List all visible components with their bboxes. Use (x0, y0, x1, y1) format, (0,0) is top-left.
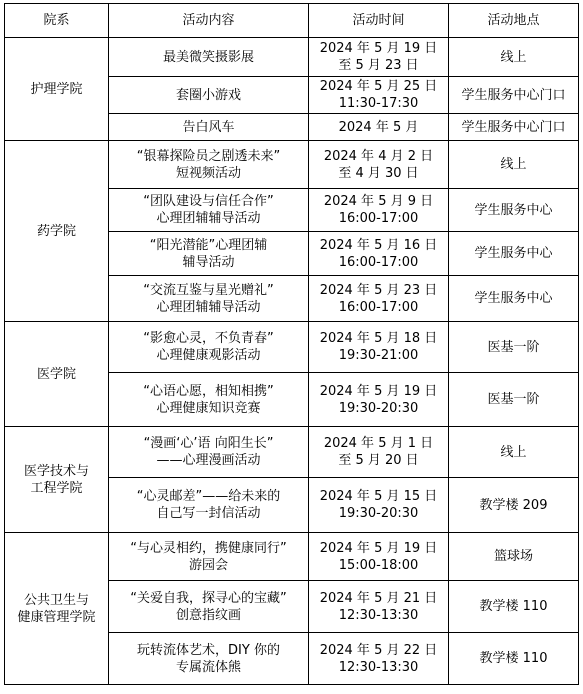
place-cell: 线上 (449, 141, 579, 189)
activity-schedule-table (4, 3, 579, 685)
table-row (5, 141, 579, 189)
place-cell: 教学楼 110 (449, 581, 579, 633)
place-cell: 线上 (449, 427, 579, 478)
activity-cell: “心语心愿，相知相携” 心理健康知识竞赛 (109, 373, 309, 427)
header-time: 活动时间 (309, 4, 449, 38)
college-cell: 护理学院 (5, 38, 109, 141)
activity-cell: 玩转流体艺术，DIY 你的 专属流体熊 (109, 633, 309, 685)
table-row (5, 322, 579, 373)
place-cell: 学生服务中心 (449, 232, 579, 276)
activity-cell: 告白风车 (109, 114, 309, 141)
activity-cell: “阳光潜能”心理团辅 辅导活动 (109, 232, 309, 276)
place-cell: 教学楼 209 (449, 478, 579, 533)
activity-cell: “交流互鉴与星光赠礼” 心理团辅辅导活动 (109, 276, 309, 322)
place-cell: 医基一阶 (449, 373, 579, 427)
activity-cell: “团队建设与信任合作” 心理团辅辅导活动 (109, 189, 309, 232)
header-place: 活动地点 (449, 4, 579, 38)
activity-cell: “影愈心灵，不负青春” 心理健康观影活动 (109, 322, 309, 373)
time-cell: 2024 年 5 月 19 日 15:00-18:00 (309, 533, 449, 581)
place-cell: 学生服务中心门口 (449, 77, 579, 114)
time-cell: 2024 年 5 月 16 日 16:00-17:00 (309, 232, 449, 276)
header-row (5, 4, 579, 38)
time-cell: 2024 年 5 月 1 日 至 5 月 20 日 (309, 427, 449, 478)
activity-cell: 最美微笑摄影展 (109, 38, 309, 77)
place-cell: 线上 (449, 38, 579, 77)
place-cell: 医基一阶 (449, 322, 579, 373)
college-cell: 医学院 (5, 322, 109, 427)
header-college: 院系 (5, 4, 109, 38)
college-cell: 公共卫生与 健康管理学院 (5, 533, 109, 685)
college-cell: 药学院 (5, 141, 109, 322)
time-cell: 2024 年 4 月 2 日 至 4 月 30 日 (309, 141, 449, 189)
time-cell: 2024 年 5 月 21 日 12:30-13:30 (309, 581, 449, 633)
place-cell: 学生服务中心 (449, 189, 579, 232)
place-cell: 教学楼 110 (449, 633, 579, 685)
activity-cell: “与心灵相约，携健康同行” 游园会 (109, 533, 309, 581)
table-row (5, 38, 579, 77)
place-cell: 学生服务中心门口 (449, 114, 579, 141)
college-cell: 医学技术与 工程学院 (5, 427, 109, 533)
activity-cell: “银幕探险员之剧透未来” 短视频活动 (109, 141, 309, 189)
time-cell: 2024 年 5 月 9 日 16:00-17:00 (309, 189, 449, 232)
place-cell: 学生服务中心 (449, 276, 579, 322)
activity-cell: “漫画‘心’语 向阳生长” ——心理漫画活动 (109, 427, 309, 478)
activity-cell: “心灵邮差”——给未来的 自己写一封信活动 (109, 478, 309, 533)
time-cell: 2024 年 5 月 19 日 19:30-20:30 (309, 373, 449, 427)
time-cell: 2024 年 5 月 23 日 16:00-17:00 (309, 276, 449, 322)
time-cell: 2024 年 5 月 22 日 12:30-13:30 (309, 633, 449, 685)
time-cell: 2024 年 5 月 18 日 19:30-21:00 (309, 322, 449, 373)
time-cell: 2024 年 5 月 19 日 至 5 月 23 日 (309, 38, 449, 77)
activity-cell: “关爱自我，探寻心的宝藏” 创意指纹画 (109, 581, 309, 633)
header-activity: 活动内容 (109, 4, 309, 38)
time-cell: 2024 年 5 月 (309, 114, 449, 141)
activity-cell: 套圈小游戏 (109, 77, 309, 114)
time-cell: 2024 年 5 月 15 日 19:30-20:30 (309, 478, 449, 533)
place-cell: 篮球场 (449, 533, 579, 581)
table-row (5, 427, 579, 478)
table-row (5, 533, 579, 581)
time-cell: 2024 年 5 月 25 日 11:30-17:30 (309, 77, 449, 114)
